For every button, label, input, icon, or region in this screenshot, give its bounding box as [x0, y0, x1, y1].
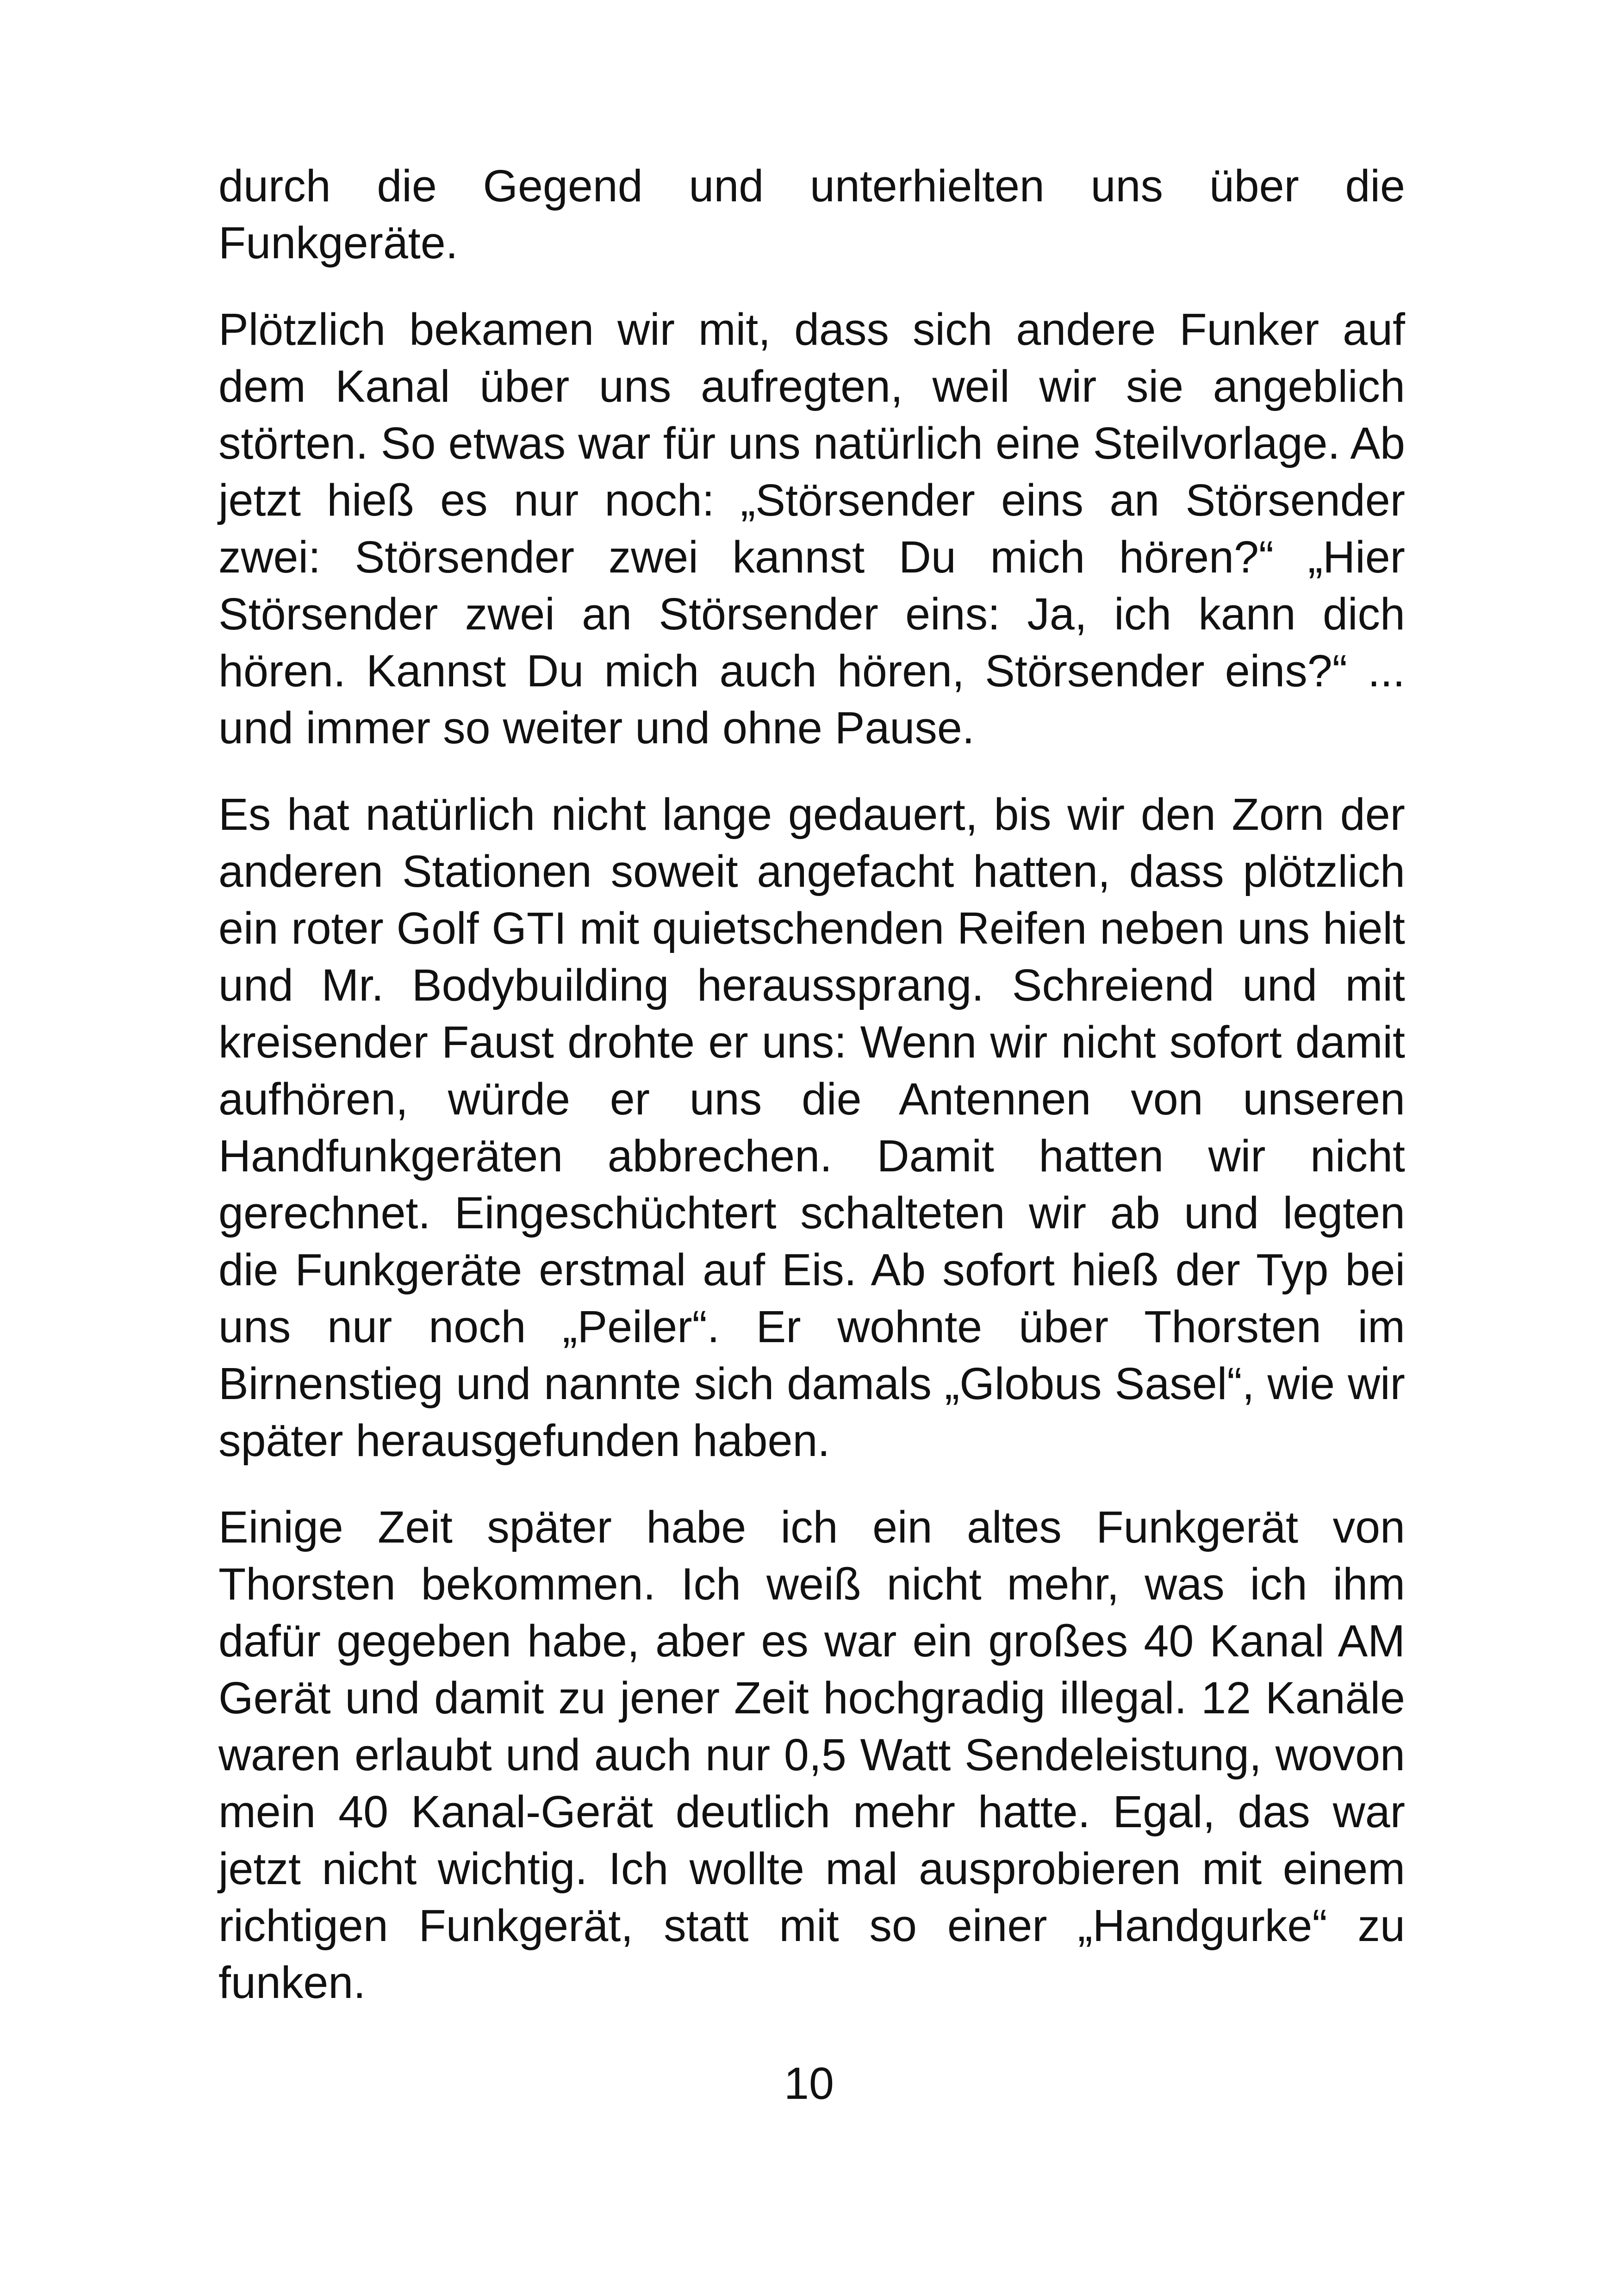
paragraph-3: Es hat natürlich nicht lange gedauert, bis wir den Zorn der anderen Stationen soweit angefacht hatten, dass plötzlich ein roter Golf GTI mit quietschenden Reifen neben uns hielt und Mr. Bodybuilding heraussprang. Schreiend und mit kreisender Faust drohte er uns: Wenn wir nicht sofort damit aufhören, würde er uns die Antennen von unseren Handfunkgeräten abbrechen. Damit hatten wir nicht gerechnet. Eingeschüchtert schalteten wir ab und legten die Funkgeräte erstmal auf Eis. Ab sofort hieß der Typ bei uns nur noch „Peiler“. Er wohnte über Thorsten im Birnenstieg und nannte sich damals „Globus Sasel“, wie wir später herausgefunden haben.: [218, 789, 1405, 1466]
paragraph-2: Plötzlich bekamen wir mit, dass sich andere Funker auf dem Kanal über uns aufregten, weil wir sie angeblich störten. So etwas war für uns natürlich eine Steilvorlage. Ab jetzt hieß es nur noch: „Störsender eins an Störsender zwei: Störsender zwei kannst Du mich hören?“ „Hier Störsender zwei an Störsender eins: Ja, ich kann dich hören. Kannst Du mich auch hören, Störsender eins?“ ... und immer so weiter und ohne Pause.: [218, 304, 1405, 753]
body-text: [218, 157, 1405, 2041]
paragraph-4: Einige Zeit später habe ich ein altes Funkgerät von Thorsten bekommen. Ich weiß nicht mehr, was ich ihm dafür gegeben habe, aber es war ein großes 40 Kanal AM Gerät und damit zu jener Zeit hochgradig illegal. 12 Kanäle waren erlaubt und auch nur 0,5 Watt Sendeleistung, wovon mein 40 Kanal-Gerät deutlich mehr hatte. Egal, das war jetzt nicht wichtig. Ich wollte mal ausprobieren mit einem richtigen Funkgerät, statt mit so einer „Handgurke“ zu funken.: [218, 1502, 1405, 2008]
page-number: 10: [784, 2058, 834, 2109]
paragraph-1: durch die Gegend und unterhielten uns über die Funkgeräte.: [218, 161, 1405, 268]
